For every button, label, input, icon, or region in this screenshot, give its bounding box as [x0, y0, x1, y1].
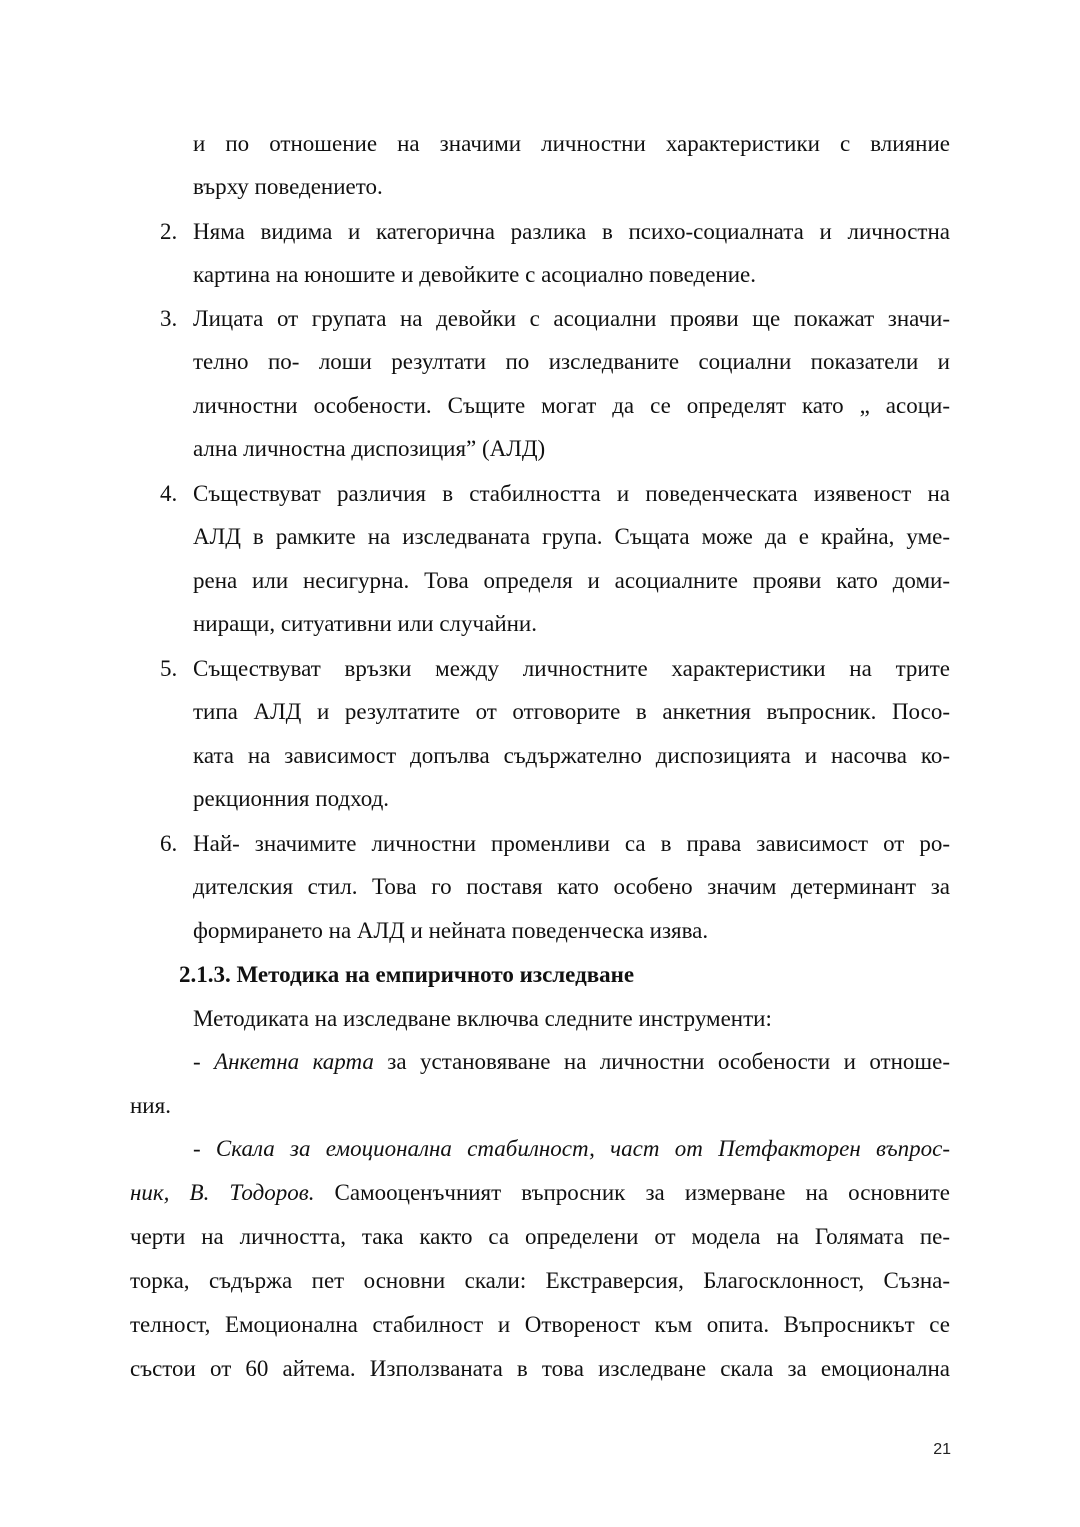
list-item-line: дителския стил. Това го поставя като особено значим детерминант за	[193, 874, 950, 899]
instrument-desc: за установяване на личностни особености и отноше-	[373, 1049, 950, 1074]
list-item-line: Няма видима и категорична разлика в психо-социалната и личностна	[193, 219, 950, 244]
body-line: състои от 60 айтема. Използваната в това изследване скала за емоционална	[130, 1356, 950, 1381]
instrument-desc: Самооценъчният въпросник за измерване на основните	[314, 1180, 951, 1205]
instrument-title: Анкетна карта	[214, 1049, 374, 1074]
list-number: 2.	[160, 219, 178, 244]
instrument-2-line	[130, 1178, 950, 1208]
page-number: 21	[933, 1441, 951, 1458]
list-item-line: типа АЛД и резултатите от отговорите в анкетния въпросник. Посо-	[193, 699, 950, 724]
intro-line-2: върху поведението.	[193, 174, 383, 199]
list-number: 3.	[160, 306, 178, 331]
intro-line-1: и по отношение на значими личностни характеристики с влияние	[193, 131, 950, 156]
list-item-line: АЛД в рамките на изследваната група. Същата може да е крайна, уме-	[193, 524, 950, 549]
list-item-line: телно по- лоши резултати по изследваните социални показатели и	[193, 349, 950, 374]
instrument-1-line	[193, 1047, 950, 1077]
list-item-line: Съществуват връзки между личностните характеристики на трите	[193, 656, 950, 681]
section-heading: 2.1.3. Методика на емпиричното изследване	[179, 962, 635, 987]
body-line: ния.	[130, 1093, 171, 1118]
list-item-line: личностни особености. Същите могат да се определят като „ асоци-	[193, 393, 950, 418]
list-number: 6.	[160, 831, 178, 856]
body-line: телност, Емоционална стабилност и Отвореност към опита. Въпросникът се	[130, 1312, 950, 1337]
list-item-line: картина на юношите и девойките с асоциално поведение.	[193, 262, 756, 287]
list-item-line: Най- значимите личностни променливи са в права зависимост от ро-	[193, 831, 950, 856]
list-item-line: формирането на АЛД и нейната поведенческа изява.	[193, 918, 709, 943]
list-item-line: Съществуват различия в стабилността и поведенческата изявеност на	[193, 481, 950, 506]
body-line: черти на личността, така както са определени от модела на Голямата пе-	[130, 1224, 950, 1249]
list-item-line: ална личностна диспозиция” (АЛД)	[193, 436, 546, 461]
list-item-line: ката на зависимост допълва съдържателно диспозицията и насочва ко-	[193, 743, 950, 768]
list-number: 4.	[160, 481, 178, 506]
instrument-author: ник, В. Тодоров.	[130, 1180, 315, 1205]
list-item-line: ниращи, ситуативни или случайни.	[193, 611, 537, 636]
body-line: торка, съдържа пет основни скали: Екстраверсия, Благосклонност, Съзна-	[130, 1268, 950, 1293]
list-item-line: рена или несигурна. Това определя и асоциалните прояви като доми-	[193, 568, 950, 593]
instrument-2-title-line: - Скала за емоционална стабилност, част от Петфакторен въпрос-	[193, 1136, 950, 1161]
list-item-line: Лицата от групата на девойки с асоциални прояви ще покажат значи-	[193, 306, 950, 331]
list-number: 5.	[160, 656, 178, 681]
instrument-dash: -	[193, 1049, 215, 1074]
body-line: Методиката на изследване включва следните инструменти:	[193, 1006, 772, 1031]
list-item-line: рекционния подход.	[193, 786, 390, 811]
